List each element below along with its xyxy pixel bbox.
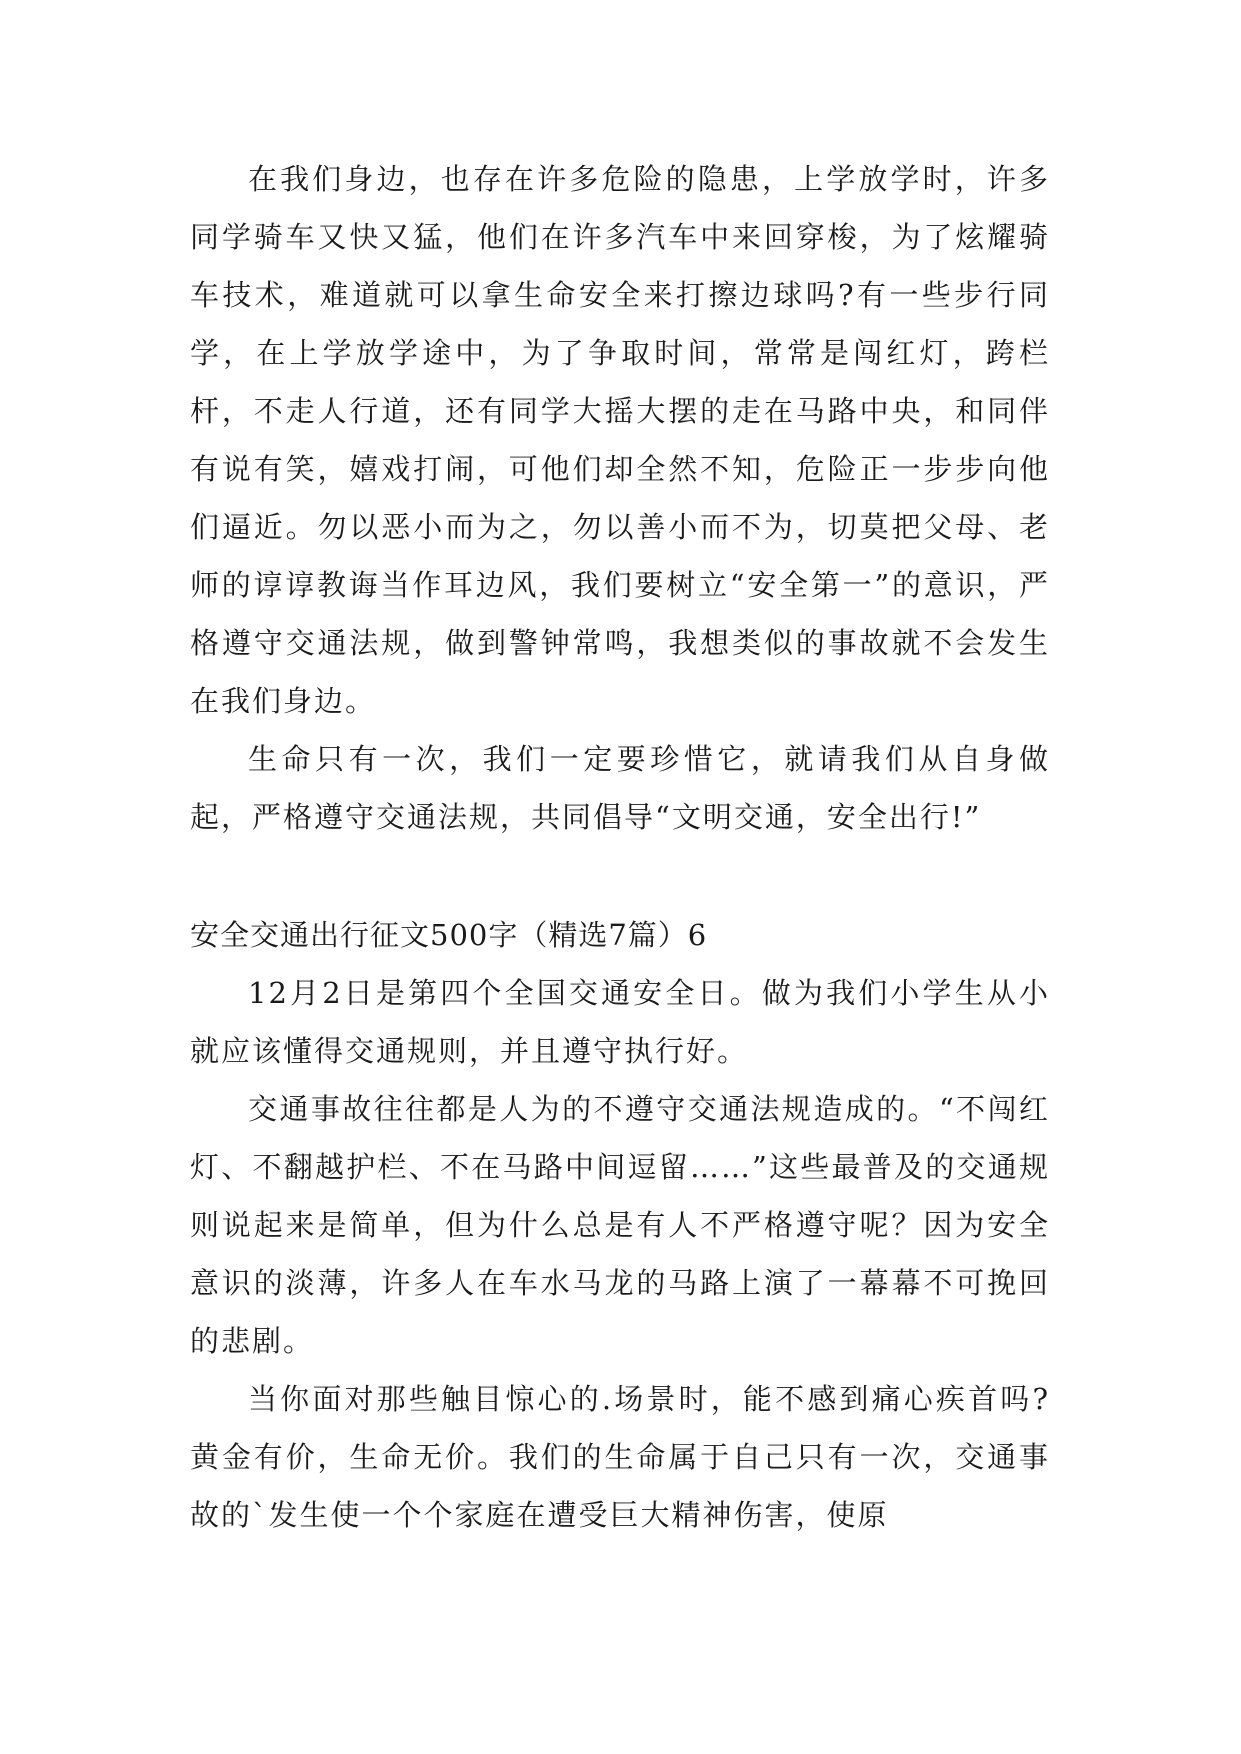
paragraph: 当你面对那些触目惊心的.场景时，能不感到痛心疾首吗?黄金有价，生命无价。我们的生命属于自己只有一次，交通事故的`发生使一个个家庭在遭受巨大精神伤害，使原 [190, 1382, 1050, 1532]
paragraph: 12月2日是第四个全国交通安全日。做为我们小学生从小就应该懂得交通规则，并且遵守执行好。 [190, 976, 1050, 1068]
section-title: 安全交通出行征文500字（精选7篇）6 [190, 918, 708, 952]
paragraph: 生命只有一次，我们一定要珍惜它，就请我们从自身做起，严格遵守交通法规，共同倡导“文明交通，安全出行!” [190, 742, 1050, 834]
document-page [190, 150, 1050, 1544]
paragraph: 在我们身边，也存在许多危险的隐患，上学放学时，许多同学骑车又快又猛，他们在许多汽车中来回穿梭，为了炫耀骑车技术，难道就可以拿生命安全来打擦边球吗?有一些步行同学，在上学放学途中，为了争取时间，常常是闯红灯，跨栏杆，不走人行道，还有同学大摇大摆的走在马路中央，和同伴有说有笑，嬉戏打闹，可他们却全然不知，危险正一步步向他们逼近。勿以恶小而为之，勿以善小而不为，切莫把父母、老师的谆谆教诲当作耳边风，我们要树立“安全第一”的意识，严格遵守交通法规，做到警钟常鸣，我想类似的事故就不会发生在我们身边。 [190, 162, 1050, 718]
paragraph: 交通事故往往都是人为的不遵守交通法规造成的。“不闯红灯、不翻越护栏、不在马路中间逗留……”这些最普及的交通规则说起来是简单，但为什么总是有人不严格遵守呢？因为安全意识的淡薄，许多人在车水马龙的马路上演了一幕幕不可挽回的悲剧。 [190, 1092, 1050, 1358]
